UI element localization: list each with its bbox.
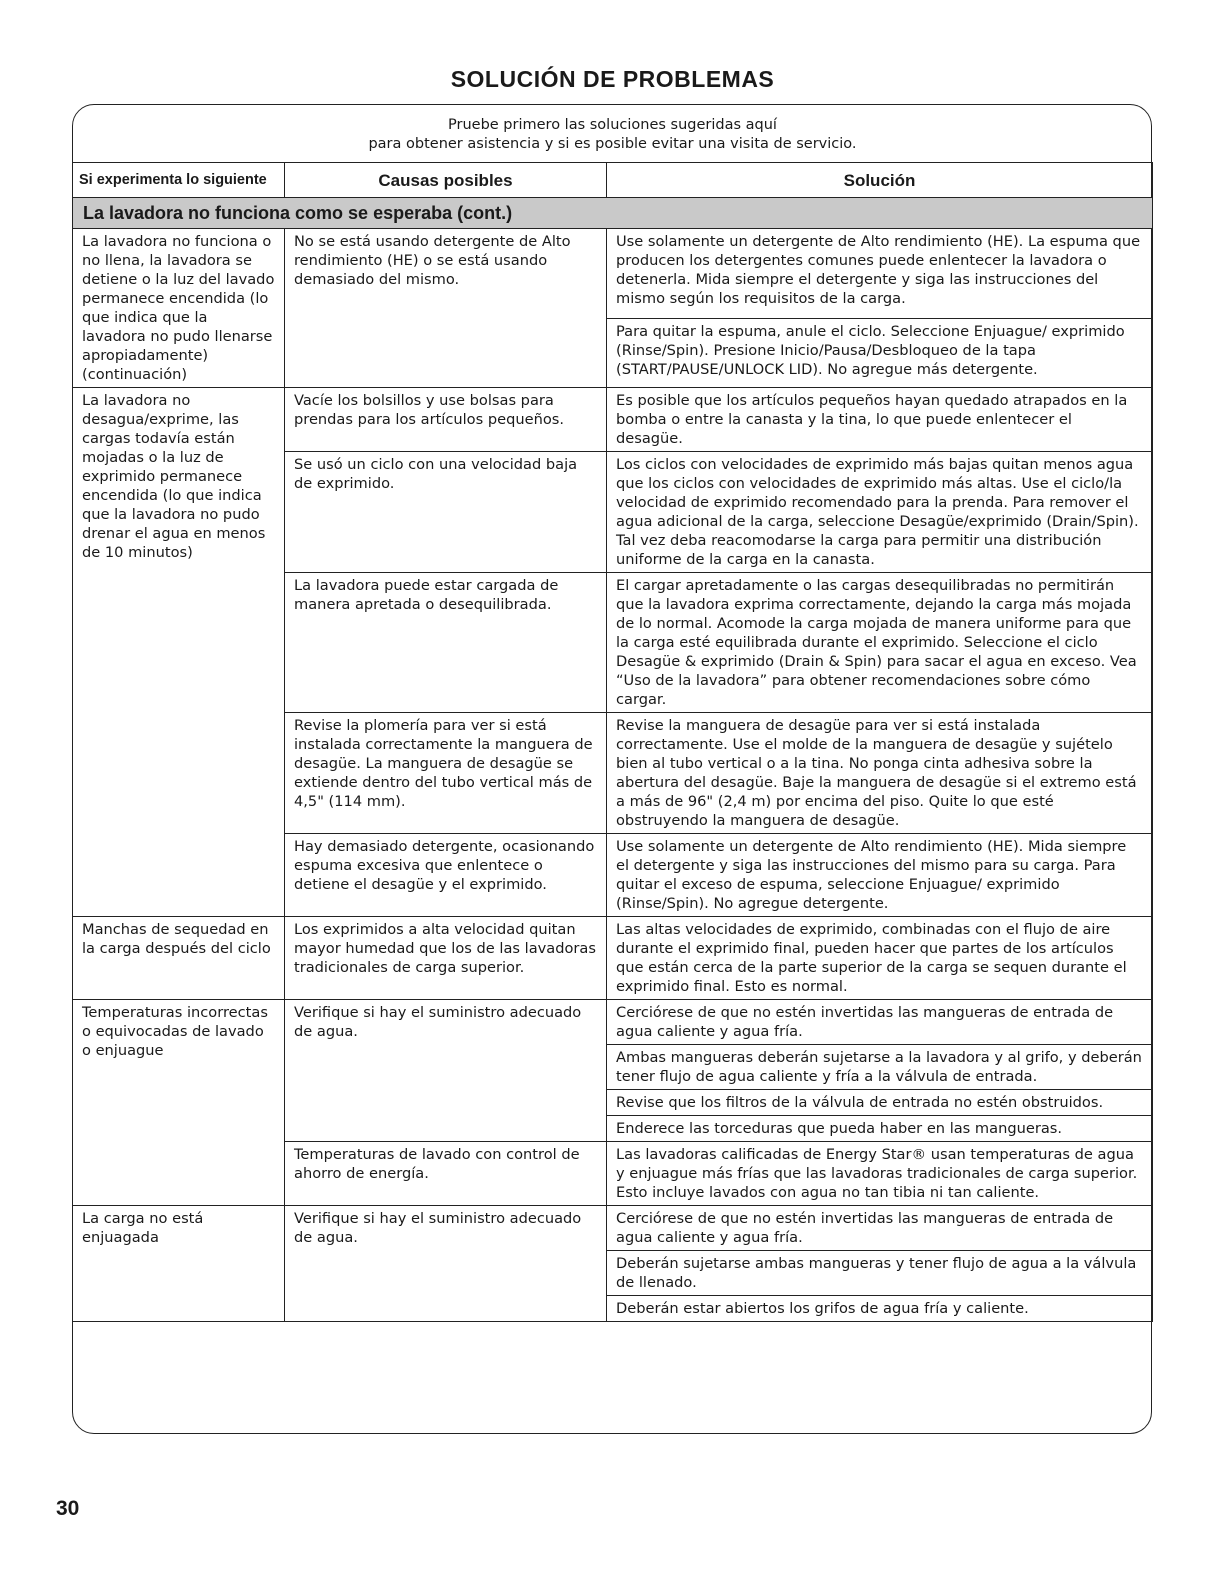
intro-line-2: para obtener asistencia y si es posible evitar una visita de servicio.	[368, 136, 857, 152]
cause-cell: Hay demasiado detergente, ocasionando espuma excesiva que enlentece o detiene el desagüe y el exprimido.	[285, 834, 607, 917]
cause-cell: Verifique si hay el suministro adecuado de agua.	[285, 1000, 607, 1142]
solution-cell: Cerciórese de que no estén invertidas las mangueras de entrada de agua caliente y agua fría.	[607, 1206, 1153, 1251]
problem-cell: Temperaturas incorrectas o equivocadas de lavado o enjuague	[73, 1000, 285, 1206]
cause-cell: Se usó un ciclo con una velocidad baja de exprimido.	[285, 452, 607, 573]
intro-line-1: Pruebe primero las soluciones sugeridas aquí	[448, 117, 777, 133]
solution-cell: Revise la manguera de desagüe para ver si está instalada correctamente. Use el molde de la manguera de desagüe y sujételo bien al tubo vertical o a la tina. No ponga cinta adhesiva sobre la abertura del desagüe. Baje la manguera de desagüe si el extremo está a más de 96" (2,4 m) por encima del piso. Quite lo que esté obstruyendo la manguera de desagüe.	[607, 713, 1153, 834]
problem-cell: La lavadora no desagua/exprime, las cargas todavía están mojadas o la luz de exprimido permanece encendida (lo que indica que la lavadora no pudo drenar el agua en menos de 10 minutos)	[73, 388, 285, 917]
table-row	[73, 388, 1153, 452]
table-row	[73, 917, 1153, 1000]
solution-cell: El cargar apretadamente o las cargas desequilibradas no permitirán que la lavadora exprima correctamente, dejando la carga más mojada de lo normal. Acomode la carga mojada de manera uniforme para que la carga esté equilibrada durante el exprimido. Seleccione el ciclo Desagüe & exprimido (Drain & Spin) para sacar el agua en exceso. Vea “Uso de la lavadora” para obtener recomendaciones sobre cómo cargar.	[607, 573, 1153, 713]
cause-cell: La lavadora puede estar cargada de manera apretada o desequilibrada.	[285, 573, 607, 713]
troubleshooting-table	[72, 162, 1153, 1322]
problem-cell: La carga no está enjuagada	[73, 1206, 285, 1322]
page-number: 30	[56, 1497, 80, 1520]
solution-cell: Deberán estar abiertos los grifos de agua fría y caliente.	[607, 1296, 1153, 1322]
problem-cell: Manchas de sequedad en la carga después del ciclo	[73, 917, 285, 1000]
solution-cell: Las altas velocidades de exprimido, combinadas con el flujo de aire durante el exprimido final, pueden hacer que partes de los artículos que están cerca de la parte superior de la carga se sequen durante el exprimido final. Esto es normal.	[607, 917, 1153, 1000]
cause-cell: Temperaturas de lavado con control de ahorro de energía.	[285, 1142, 607, 1206]
table-row	[73, 1000, 1153, 1045]
solution-cell: Ambas mangueras deberán sujetarse a la lavadora y al grifo, y deberán tener flujo de agua caliente y fría a la válvula de entrada.	[607, 1045, 1153, 1090]
page-title: SOLUCIÓN DE PROBLEMAS	[450, 66, 775, 92]
section-row	[73, 198, 1153, 229]
cause-cell: Los exprimidos a alta velocidad quitan mayor humedad que los de las lavadoras tradicionales de carga superior.	[285, 917, 607, 1000]
solution-cell: Para quitar la espuma, anule el ciclo. Seleccione Enjuague/ exprimido (Rinse/Spin). Presione Inicio/Pausa/Desbloqueo de la tapa (START/PAUSE/UNLOCK LID). No agregue más detergente.	[607, 318, 1153, 387]
problem-cell: La lavadora no funciona o no llena, la lavadora se detiene o la luz del lavado permanece encendida (lo que indica que la lavadora no pudo llenarse apropiadamente) (continuación)	[73, 229, 285, 388]
cause-cell: Verifique si hay el suministro adecuado de agua.	[285, 1206, 607, 1322]
solution-cell: Los ciclos con velocidades de exprimido más bajas quitan menos agua que los ciclos con velocidades de exprimido más altas. Use el ciclo/la velocidad de exprimido recomendado para la prenda. Para remover el agua adicional de la carga, seleccione Desagüe/exprimido (Drain/Spin). Tal vez deba reacomodarse la carga para permitir una distribución uniforme de la carga en la canasta.	[607, 452, 1153, 573]
cause-cell: Vacíe los bolsillos y use bolsas para prendas para los artículos pequeños.	[285, 388, 607, 452]
header-row	[73, 163, 1153, 198]
intro-text	[0, 116, 1225, 154]
solution-cell: Las lavadoras calificadas de Energy Star® usan temperaturas de agua y enjuague más frías que las lavadoras tradicionales de carga superior. Esto incluye lavados con agua no tan tibia ni tan caliente.	[607, 1142, 1153, 1206]
table-row	[73, 1206, 1153, 1251]
header-solution: Solución	[607, 163, 1153, 198]
cause-cell: No se está usando detergente de Alto rendimiento (HE) o se está usando demasiado del mismo.	[285, 229, 607, 388]
solution-cell: Cerciórese de que no estén invertidas las mangueras de entrada de agua caliente y agua fría.	[607, 1000, 1153, 1045]
solution-cell: Es posible que los artículos pequeños hayan quedado atrapados en la bomba o entre la canasta y la tina, lo que puede enlentecer el desagüe.	[607, 388, 1153, 452]
solution-cell: Use solamente un detergente de Alto rendimiento (HE). Mida siempre el detergente y siga las instrucciones del mismo para su carga. Para quitar el exceso de espuma, seleccione Enjuague/ exprimido (Rinse/Spin). No agregue detergente.	[607, 834, 1153, 917]
section-title: La lavadora no funciona como se esperaba (cont.)	[73, 198, 1153, 229]
header-causes: Causas posibles	[285, 163, 607, 198]
cause-cell: Revise la plomería para ver si está instalada correctamente la manguera de desagüe. La manguera de desagüe se extiende dentro del tubo vertical más de 4,5" (114 mm).	[285, 713, 607, 834]
solution-cell: Revise que los filtros de la válvula de entrada no estén obstruidos.	[607, 1090, 1153, 1116]
solution-cell: Use solamente un detergente de Alto rendimiento (HE). La espuma que producen los detergentes comunes puede enlentecer la lavadora o detenerla. Mida siempre el detergente y siga las instrucciones del mismo según los requisitos de la carga.	[607, 229, 1153, 319]
header-problem: Si experimenta lo siguiente	[73, 163, 285, 198]
solution-cell: Deberán sujetarse ambas mangueras y tener flujo de agua a la válvula de llenado.	[607, 1251, 1153, 1296]
solution-cell: Enderece las torceduras que pueda haber en las mangueras.	[607, 1116, 1153, 1142]
table-row	[73, 229, 1153, 319]
